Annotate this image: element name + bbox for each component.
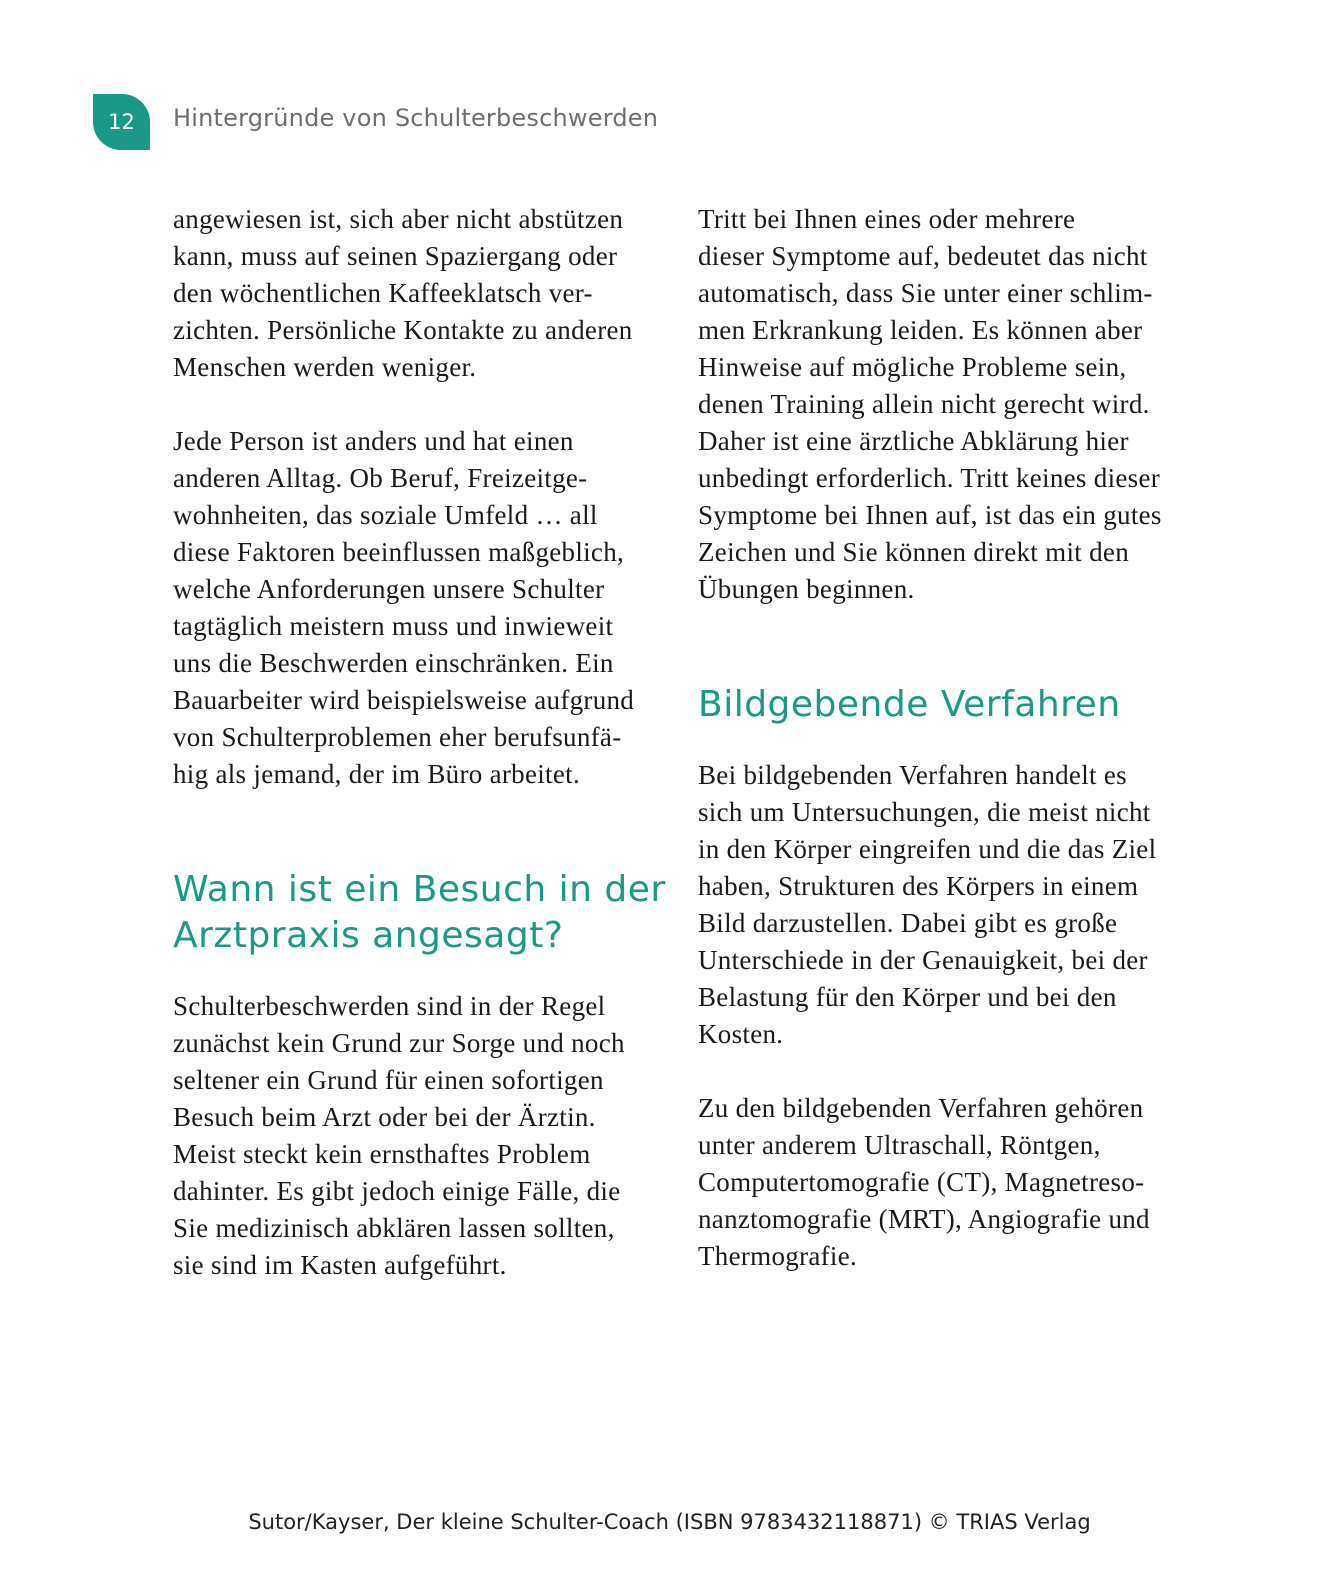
- text-line: sich um Untersuchungen, die meist nicht: [698, 797, 1151, 827]
- text-line: Bauarbeiter wird beispielsweise aufgrund: [173, 685, 635, 715]
- text-line: Wann ist ein Besuch in der: [173, 869, 666, 910]
- text-line: von Schulterproblemen eher berufsunfä-: [173, 722, 622, 752]
- text-line: dieser Symptome auf, bedeutet das nicht: [698, 241, 1148, 271]
- text-line: zunächst kein Grund zur Sorge und noch: [173, 1028, 625, 1058]
- text-line: Bildgebende Verfahren: [698, 684, 1121, 725]
- text-line: welche Anforderungen unsere Schulter: [173, 574, 605, 604]
- text-line: Meist steckt kein ernsthaftes Problem: [173, 1139, 591, 1169]
- text-line: Arztpraxis angesagt?: [173, 915, 564, 956]
- text-line: denen Training allein nicht gerecht wird.: [698, 389, 1150, 419]
- text-line: Besuch beim Arzt oder bei der Ärztin.: [173, 1102, 596, 1132]
- page-number: 12: [93, 94, 150, 150]
- text-line: Bei bildgebenden Verfahren handelt es: [698, 760, 1127, 790]
- text-line: uns die Beschwerden einschränken. Ein: [173, 648, 614, 678]
- text-line: Menschen werden weniger.: [173, 352, 477, 382]
- paragraph: [173, 423, 653, 793]
- paragraph: [698, 201, 1178, 608]
- text-line: Jede Person ist anders und hat einen: [173, 426, 574, 456]
- text-line: men Erkrankung leiden. Es können aber: [698, 315, 1143, 345]
- text-line: dahinter. Es gibt jedoch einige Fälle, die: [173, 1176, 621, 1206]
- text-line: anderen Alltag. Ob Beruf, Freizeitge-: [173, 463, 588, 493]
- section-heading: [698, 682, 1178, 728]
- text-line: diese Faktoren beeinflussen maßgeblich,: [173, 537, 625, 567]
- text-line: kann, muss auf seinen Spaziergang oder: [173, 241, 618, 271]
- text-line: seltener ein Grund für einen sofortigen: [173, 1065, 604, 1095]
- section-heading: [173, 867, 666, 959]
- text-line: Zu den bildgebenden Verfahren gehören: [698, 1093, 1144, 1123]
- paragraph: [173, 988, 653, 1284]
- text-line: Kosten.: [698, 1019, 784, 1049]
- text-line: Daher ist eine ärztliche Abklärung hier: [698, 426, 1129, 456]
- text-line: haben, Strukturen des Körpers in einem: [698, 871, 1139, 901]
- text-line: automatisch, dass Sie unter einer schlim-: [698, 278, 1153, 308]
- text-line: Unterschiede in der Genauigkeit, bei der: [698, 945, 1148, 975]
- paragraph: [698, 1090, 1178, 1275]
- text-line: Übungen beginnen.: [698, 574, 915, 604]
- text-line: Thermografie.: [698, 1241, 858, 1271]
- paragraph: [173, 201, 653, 386]
- text-line: Zeichen und Sie können direkt mit den: [698, 537, 1129, 567]
- text-line: den wöchentlichen Kaffeeklatsch ver-: [173, 278, 593, 308]
- text-line: Computertomografie (CT), Magnetreso-: [698, 1167, 1145, 1197]
- text-line: unter anderem Ultraschall, Röntgen,: [698, 1130, 1101, 1160]
- text-line: tagtäglich meistern muss und inwieweit: [173, 611, 614, 641]
- text-line: Schulterbeschwerden sind in der Regel: [173, 991, 606, 1021]
- footer-credit: Sutor/Kayser, Der kleine Schulter-Coach (ISBN 9783432118871) © TRIAS Verlag: [248, 1510, 1091, 1534]
- left-column: [173, 201, 666, 1284]
- right-column: [698, 201, 1178, 1275]
- text-line: angewiesen ist, sich aber nicht abstützen: [173, 204, 624, 234]
- text-line: hig als jemand, der im Büro arbeitet.: [173, 759, 580, 789]
- text-line: Belastung für den Körper und bei den: [698, 982, 1117, 1012]
- text-line: wohnheiten, das soziale Umfeld … all: [173, 500, 598, 530]
- text-line: zichten. Persönliche Kontakte zu anderen: [173, 315, 633, 345]
- text-line: unbedingt erforderlich. Tritt keines dieser: [698, 463, 1161, 493]
- text-line: Hinweise auf mögliche Probleme sein,: [698, 352, 1127, 382]
- text-line: Sie medizinisch abklären lassen sollten,: [173, 1213, 615, 1243]
- text-line: Tritt bei Ihnen eines oder mehrere: [698, 204, 1076, 234]
- text-line: in den Körper eingreifen und die das Ziel: [698, 834, 1157, 864]
- text-line: Bild darzustellen. Dabei gibt es große: [698, 908, 1118, 938]
- paragraph: [698, 757, 1178, 1053]
- text-line: nanztomografie (MRT), Angiografie und: [698, 1204, 1150, 1234]
- text-line: sie sind im Kasten aufgeführt.: [173, 1250, 507, 1280]
- text-line: Symptome bei Ihnen auf, ist das ein gutes: [698, 500, 1162, 530]
- running-head: Hintergründe von Schulterbeschwerden: [173, 104, 659, 132]
